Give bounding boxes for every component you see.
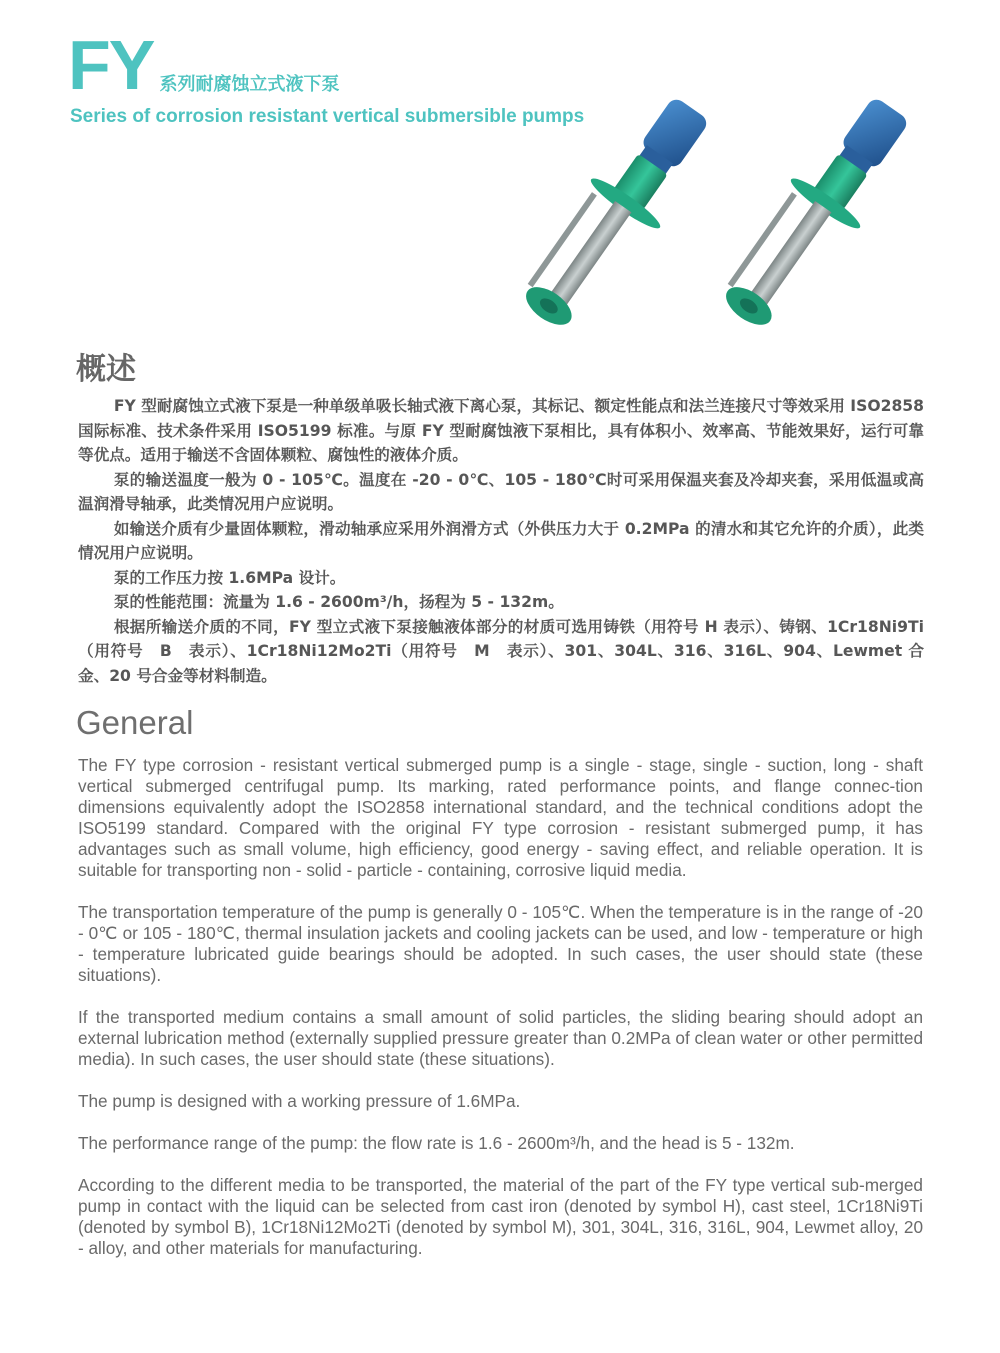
pump-2-column <box>746 201 831 311</box>
general-body <box>78 755 923 1280</box>
brand-header <box>68 26 340 104</box>
brand-logo: FY <box>68 26 154 104</box>
general-paragraph: The pump is designed with a working pressure of 1.6MPa. <box>78 1091 521 1111</box>
series-subtitle-en: Series of corrosion resistant vertical submersible pumps <box>70 106 585 127</box>
pump-1-column <box>546 201 631 311</box>
overview-body <box>78 394 924 688</box>
general-title: General <box>76 704 194 741</box>
overview-paragraph: 根据所输送介质的不同，FY 型立式液下泵接触液体部分的材质可选用铸铁（用符号 H 表示）、铸钢、1Cr18Ni9Ti（用符号 B 表示）、1Cr18Ni12Mo2Ti（用符号 M 表示）、301、304L、316、316L、904、Lewmet 合金、20 号合金等材料制造。 <box>78 617 924 685</box>
series-title-cn: 系列耐腐蚀立式液下泵 <box>159 74 340 95</box>
general-paragraph: The FY type corrosion - resistant vertical submerged pump is a single - stage, single - suction, long - shaft vertical submerged centrifugal pump. Its marking, rated performance points, and flange connec-tion dimensions equivalently adopt the ISO2858 international standard, and the technical conditions adopt the ISO5199 standard. Compared with the original FY type corrosion - resistant submerged pump, it has advantages such as small volume, high efficiency, good energy - saving effect, and reliable operation. It is suitable for transporting non - solid - particle - containing, corrosive liquid media. <box>78 755 923 880</box>
general-paragraph: The transportation temperature of the pump is generally 0 - 105℃. When the temperature is in the range of -20 - 0℃ or 105 - 180℃, thermal insulation jackets and cooling jackets can be used, and low - temperature or high - temperature lubricated guide bearings should be adopted. In such cases, the user should state (these situations). <box>78 902 923 985</box>
pump-product-image <box>488 88 928 360</box>
overview-paragraph: 如输送介质有少量固体颗粒，滑动轴承应采用外润滑方式（外供压力大于 0.2MPa 的清水和其它允许的介质），此类情况用户应说明。 <box>78 519 924 562</box>
pump-1-illustration <box>510 88 727 344</box>
overview-paragraph: FY 型耐腐蚀立式液下泵是一种单级单吸长轴式液下离心泵，其标记、额定性能点和法兰连接尺寸等效采用 ISO2858 国际标准、技术条件采用 ISO5199 标准。与原 FY 型耐腐蚀液下泵相比，具有体积小、效率高、节能效果好，运行可靠等优点。适用于输送不含固体颗粒、腐蚀性的液体介质。 <box>78 397 924 464</box>
overview-paragraph: 泵的输送温度一般为 0 - 105℃。温度在 -20 - 0℃、105 - 180℃时可采用保温夹套及冷却夹套，采用低温或高温润滑导轴承，此类情况用户应说明。 <box>78 470 924 513</box>
overview-paragraph: 泵的工作压力按 1.6MPa 设计。 <box>113 568 346 587</box>
overview-paragraph: 泵的性能范围：流量为 1.6 - 2600m³/h，扬程为 5 - 132m。 <box>113 593 564 611</box>
overview-title: 概述 <box>76 352 136 387</box>
general-paragraph: According to the different media to be transported, the material of the part of the FY type vertical sub-merged pump in contact with the liquid can be selected from cast iron (denoted by symbol H), cast steel, 1Cr18Ni9Ti (denoted by symbol B), 1Cr18Ni12Mo2Ti (denoted by symbol M), 301, 304L, 316, 316L, 904, Lewmet alloy, 20 - alloy, and other materials for manufacturing. <box>78 1175 923 1258</box>
general-paragraph: The performance range of the pump: the flow rate is 1.6 - 2600m³/h, and the head is 5 - 132m. <box>78 1133 795 1153</box>
general-paragraph: If the transported medium contains a small amount of solid particles, the sliding bearing should adopt an external lubrication method (externally supplied pressure greater than 0.2MPa of clean water or other permitted media). In such cases, the user should state (these situations). <box>78 1007 923 1069</box>
pump-2-illustration <box>710 88 927 344</box>
